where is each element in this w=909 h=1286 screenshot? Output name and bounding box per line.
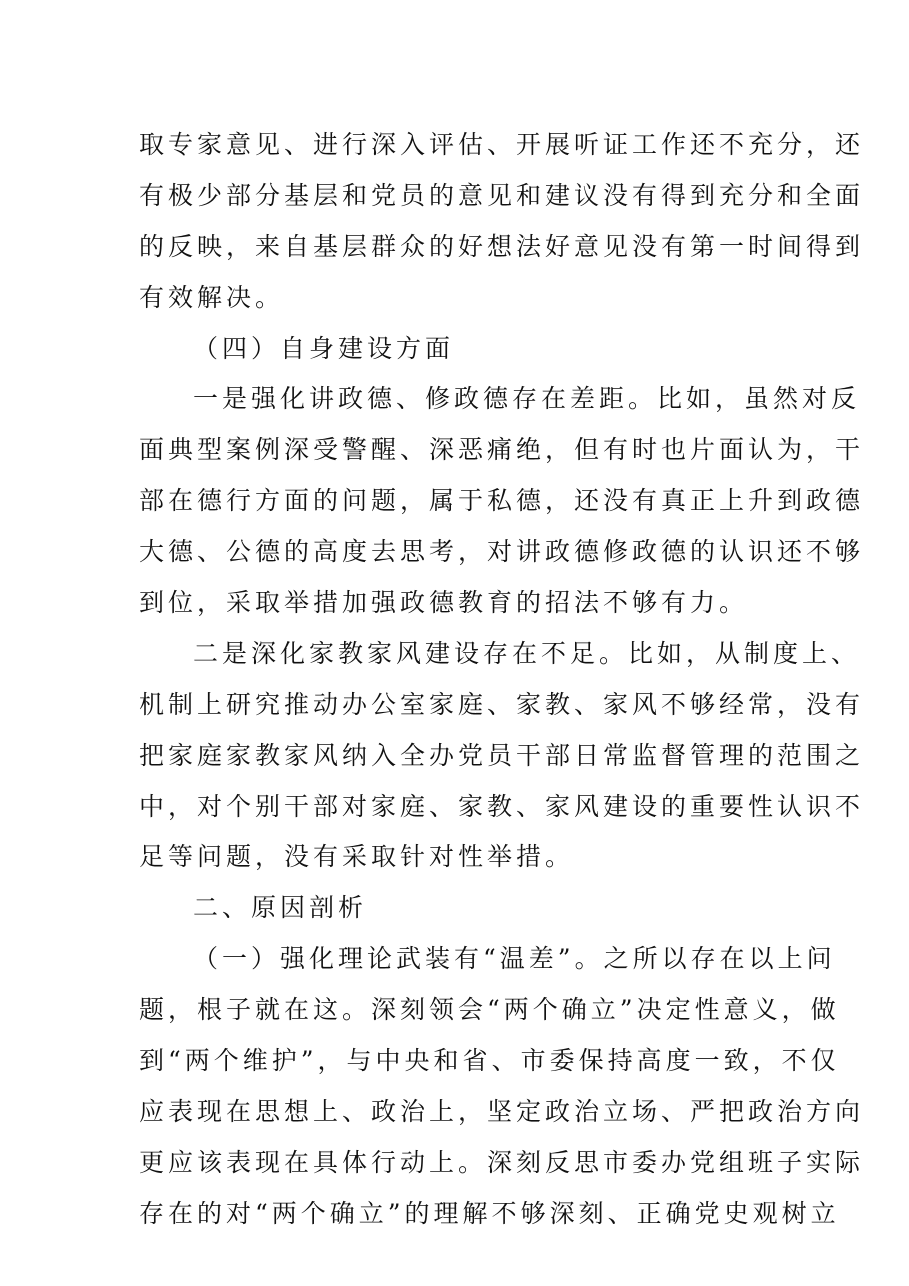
- text-line: 到位，采取举措加强政德教育的招法不够有力。: [139, 588, 749, 618]
- text-line: （四）自身建设方面: [193, 333, 455, 363]
- text-line: 部在德行方面的问题，属于私德，还没有真正上升到政德: [139, 486, 865, 516]
- text-line: 取专家意见、进行深入评估、开展听证工作还不充分，还: [139, 130, 865, 159]
- text-line: 机制上研究推动办公室家庭、家教、家风不够经常，没有: [139, 689, 865, 719]
- text-line: 存在的对“两个确立”的理解不够深刻、正确党史观树立: [139, 1198, 840, 1228]
- document-body: [139, 120, 865, 1240]
- text-line: 到“两个维护”，与中央和省、市委保持高度一致，不仅: [139, 1046, 840, 1076]
- text-line: 更应该表现在具体行动上。深刻反思市委办党组班子实际: [139, 1147, 865, 1177]
- text-line: 二、原因剖析: [193, 893, 368, 923]
- text-line: 面典型案例深受警醒、深恶痛绝，但有时也片面认为，干: [139, 435, 865, 465]
- text-line: 把家庭家教家风纳入全办党员干部日常监督管理的范围之: [139, 740, 865, 770]
- text-line: 足等问题，没有采取针对性举措。: [139, 842, 575, 872]
- text-line: 大德、公德的高度去思考，对讲政德修政德的认识还不够: [139, 537, 865, 567]
- text-line: 题，根子就在这。深刻领会“两个确立”决定性意义，做: [139, 995, 840, 1025]
- text-line: 有效解决。: [139, 282, 285, 312]
- text-line: 应表现在思想上、政治上，坚定政治立场、严把政治方向: [139, 1096, 865, 1126]
- text-line: 的反映，来自基层群众的好想法好意见没有第一时间得到: [139, 231, 865, 261]
- text-line: （一）强化理论武装有“温差”。之所以存在以上问: [193, 944, 836, 974]
- text-line: 中，对个别干部对家庭、家教、家风建设的重要性认识不: [139, 791, 865, 821]
- text-line: 一是强化讲政德、修政德存在差距。比如，虽然对反: [193, 384, 861, 414]
- text-line: 有极少部分基层和党员的意见和建议没有得到充分和全面: [139, 180, 865, 210]
- text-line: 二是深化家教家风建设存在不足。比如，从制度上、: [193, 638, 861, 668]
